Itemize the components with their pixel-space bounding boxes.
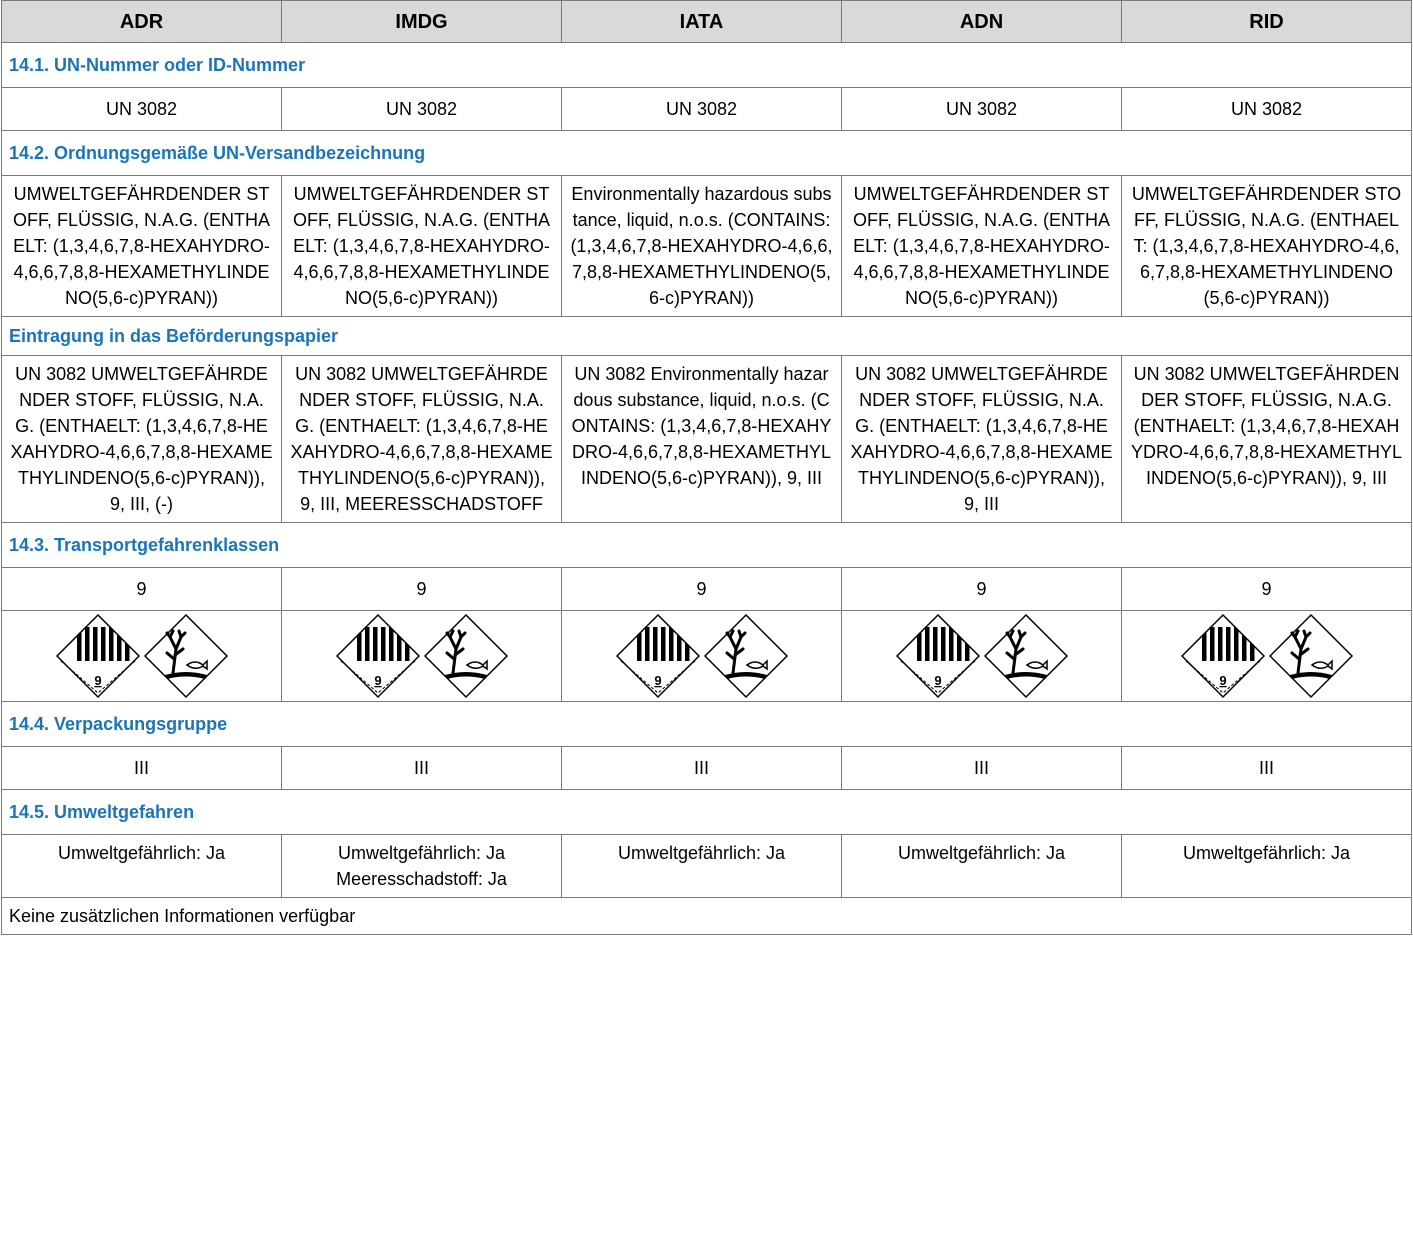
un-number-cell: UN 3082 [2,88,282,131]
environmental-cell: Umweltgefährlich: Ja [842,835,1122,898]
environmental-hazard-icon [1268,613,1354,699]
table-row [2,747,1412,790]
packing-group-cell: III [1122,747,1412,790]
table-row [2,88,1412,131]
column-header-adn: ADN [842,1,1122,43]
section-title-packing-group: 14.4. Verpackungsgruppe [2,702,1412,747]
svg-text:9: 9 [1218,673,1227,688]
packing-group-cell: III [562,747,842,790]
hazard-class-cell: 9 [2,568,282,611]
column-header-rid: RID [1122,1,1412,43]
column-header-adr: ADR [2,1,282,43]
class-9-label-icon [335,613,421,699]
shipping-name-cell: UMWELTGEFÄHRDENDER STOFF, FLÜSSIG, N.A.G. (ENTHAELT: (1,3,4,6,7,8-HEXAHYDRO-4,6,6,7,8,8-HEXAMETHYLINDENO(5,6-c)PYRAN)) [1122,176,1412,317]
environmental-hazard-icon [423,613,509,699]
transport-info-table [1,0,1412,935]
environmental-hazard-icon [983,613,1069,699]
column-header-iata: IATA [562,1,842,43]
environmental-cell: Umweltgefährlich: Ja Meeresschadstoff: Ja [282,835,562,898]
environmental-hazard-icon [143,613,229,699]
transport-document-cell: UN 3082 UMWELTGEFÄHRDENDER STOFF, FLÜSSIG, N.A.G. (ENTHAELT: (1,3,4,6,7,8-HEXAHYDRO-4,6,6,7,8,8-HEXAMETHYLINDENO(5,6-c)PYRAN)), 9, III [842,356,1122,523]
table-row [2,835,1412,898]
transport-document-cell: UN 3082 UMWELTGEFÄHRDENDER STOFF, FLÜSSIG, N.A.G. (ENTHAELT: (1,3,4,6,7,8-HEXAHYDRO-4,6,6,7,8,8-HEXAMETHYLINDENO(5,6-c)PYRAN)), 9, III, (-) [2,356,282,523]
hazard-class-cell: 9 [562,568,842,611]
section-title-transport-document: Eintragung in das Beförderungspapier [2,317,1412,356]
shipping-name-cell: UMWELTGEFÄHRDENDER STOFF, FLÜSSIG, N.A.G. (ENTHAELT: (1,3,4,6,7,8-HEXAHYDRO-4,6,6,7,8,8-HEXAMETHYLINDENO(5,6-c)PYRAN)) [2,176,282,317]
pictogram-row [2,611,1412,702]
environmental-cell: Umweltgefährlich: Ja [562,835,842,898]
un-number-cell: UN 3082 [842,88,1122,131]
packing-group-cell: III [282,747,562,790]
class-9-label-icon [895,613,981,699]
pictogram-cell [1122,611,1412,702]
svg-text:9: 9 [93,673,102,688]
pictogram-cell [2,611,282,702]
hazard-class-cell: 9 [282,568,562,611]
svg-text:9: 9 [373,673,382,688]
pictogram-cell [842,611,1122,702]
column-header-imdg: IMDG [282,1,562,43]
header-row [2,1,1412,43]
environmental-cell: Umweltgefährlich: Ja [2,835,282,898]
environmental-cell: Umweltgefährlich: Ja [1122,835,1412,898]
svg-text:9: 9 [933,673,942,688]
transport-document-cell: UN 3082 UMWELTGEFÄHRDENDER STOFF, FLÜSSIG, N.A.G. (ENTHAELT: (1,3,4,6,7,8-HEXAHYDRO-4,6,6,7,8,8-HEXAMETHYLINDENO(5,6-c)PYRAN)), 9, III [1122,356,1412,523]
pictogram-cell [562,611,842,702]
class-9-label-icon [55,613,141,699]
shipping-name-cell: UMWELTGEFÄHRDENDER STOFF, FLÜSSIG, N.A.G. (ENTHAELT: (1,3,4,6,7,8-HEXAHYDRO-4,6,6,7,8,8-HEXAMETHYLINDENO(5,6-c)PYRAN)) [282,176,562,317]
packing-group-cell: III [842,747,1122,790]
svg-text:9: 9 [653,673,662,688]
class-9-label-icon [1180,613,1266,699]
un-number-cell: UN 3082 [282,88,562,131]
shipping-name-cell: Environmentally hazardous substance, liquid, n.o.s. (CONTAINS: (1,3,4,6,7,8-HEXAHYDRO-4,6,6,7,8,8-HEXAMETHYLINDENO(5,6-c)PYRAN)) [562,176,842,317]
table-row [2,568,1412,611]
un-number-cell: UN 3082 [1122,88,1412,131]
hazard-class-cell: 9 [842,568,1122,611]
section-title-hazard-class: 14.3. Transportgefahrenklassen [2,523,1412,568]
packing-group-cell: III [2,747,282,790]
shipping-name-cell: UMWELTGEFÄHRDENDER STOFF, FLÜSSIG, N.A.G. (ENTHAELT: (1,3,4,6,7,8-HEXAHYDRO-4,6,6,7,8,8-HEXAMETHYLINDENO(5,6-c)PYRAN)) [842,176,1122,317]
pictogram-cell [282,611,562,702]
class-9-label-icon [615,613,701,699]
transport-document-cell: UN 3082 UMWELTGEFÄHRDENDER STOFF, FLÜSSIG, N.A.G. (ENTHAELT: (1,3,4,6,7,8-HEXAHYDRO-4,6,6,7,8,8-HEXAMETHYLINDENO(5,6-c)PYRAN)), 9, III, MEERESSCHADSTOFF [282,356,562,523]
transport-document-cell: UN 3082 Environmentally hazardous substance, liquid, n.o.s. (CONTAINS: (1,3,4,6,7,8-HEXAHYDRO-4,6,6,7,8,8-HEXAMETHYLINDENO(5,6-c)PYRAN)), 9, III [562,356,842,523]
footer-note: Keine zusätzlichen Informationen verfügbar [2,898,1412,935]
section-title-un-number: 14.1. UN-Nummer oder ID-Nummer [2,43,1412,88]
table-row [2,356,1412,523]
environmental-hazard-icon [703,613,789,699]
section-title-shipping-name: 14.2. Ordnungsgemäße UN-Versandbezeichnung [2,131,1412,176]
hazard-class-cell: 9 [1122,568,1412,611]
un-number-cell: UN 3082 [562,88,842,131]
section-title-environmental: 14.5. Umweltgefahren [2,790,1412,835]
table-row [2,176,1412,317]
